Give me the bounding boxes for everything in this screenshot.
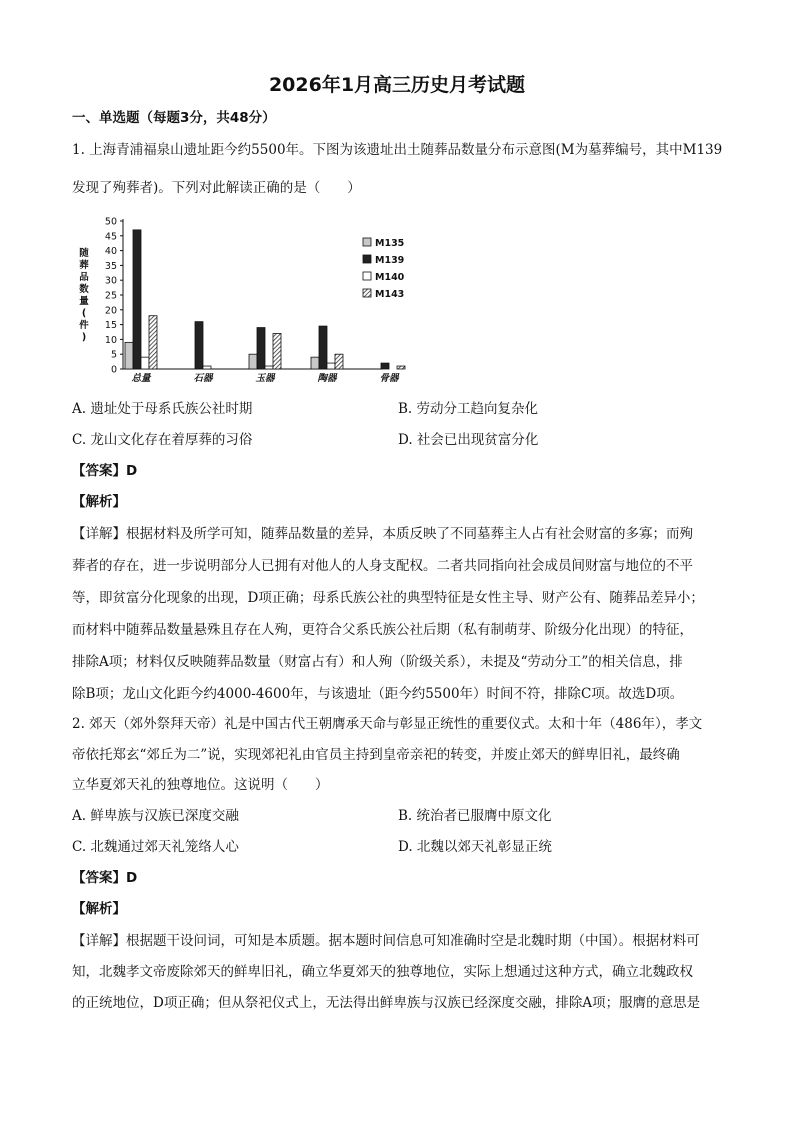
legend-label-m143: M143 (375, 289, 405, 300)
bar-m140-3 (327, 363, 335, 369)
grave-goods-bar-chart (75, 212, 415, 384)
bar-m143-4 (397, 366, 405, 369)
legend (363, 238, 405, 300)
x-category-label: 陶器 (317, 373, 337, 384)
y-tick-label: 50 (104, 216, 117, 228)
q2-detail-line: 知，北魏孝文帝废除郊天的鲜卑旧礼，确立华夏郊天的独尊地位，实际上想通过这种方式，确立北魏政权 (72, 964, 693, 980)
y-axis-label-group (79, 247, 89, 343)
bar-m143-0 (149, 316, 157, 369)
q2-option-c: C. 北魏通过郊天礼笼络人心 (72, 839, 239, 855)
x-category-label: 玉器 (255, 373, 275, 384)
y-tick-label: 25 (104, 290, 117, 302)
q2-option-a: A. 鲜卑族与汉族已深度交融 (72, 808, 239, 824)
legend-label-m140: M140 (375, 272, 405, 283)
q1-option-b: B. 劳动分工趋向复杂化 (398, 401, 539, 417)
q1-option-d: D. 社会已出现贫富分化 (398, 432, 539, 448)
q1-detail-line: 而材料中随葬品数量悬殊且存在人殉，更符合父系氏族公社后期（私有制萌芽、阶级分化出现）的特征， (72, 622, 693, 638)
q2-stem-line: 2. 郊天（郊外祭拜天帝）礼是中国古代王朝膺承天命与彰显正统性的重要仪式。太和十年（486年），孝文 (72, 716, 703, 732)
q1-stem-line2: 发现了殉葬者)。下列对此解读正确的是（ ） (72, 180, 361, 196)
q2-stem-line: 立华夏郊天礼的独尊地位。这说明（ ） (72, 777, 329, 793)
legend-label-m139: M139 (375, 255, 405, 266)
legend-swatch-m143 (363, 289, 371, 297)
legend-swatch-m139 (363, 255, 371, 263)
bar-m140-2 (265, 366, 273, 369)
bar-m139-0 (133, 230, 141, 369)
page-title: 2026年1月高三历史月考试题 (268, 74, 526, 96)
y-tick-label: 15 (104, 320, 117, 332)
q1-option-a: A. 遗址处于母系氏族公社时期 (72, 401, 253, 417)
y-tick-label: 40 (104, 246, 117, 258)
bar-m139-1 (195, 322, 203, 369)
q1-detail-line: 葬者的存在，进一步说明部分人已拥有对他人的人身支配权。二者共同指向社会成员间财富与地位的不平 (72, 558, 693, 574)
bar-m139-3 (319, 326, 327, 369)
bar-m143-3 (335, 354, 343, 369)
section-heading: 一、单选题（每题3分，共48分） (72, 110, 276, 126)
bar-m139-2 (257, 328, 265, 369)
legend-label-m135: M135 (375, 238, 405, 249)
bar-m135-0 (125, 342, 133, 369)
q2-option-b: B. 统治者已服膺中原文化 (398, 808, 552, 824)
legend-swatch-m135 (363, 238, 371, 246)
q2-answer: 【答案】D (72, 870, 138, 886)
q2-analysis-heading: 【解析】 (72, 901, 126, 917)
bar-m140-1 (203, 366, 211, 369)
bar-m135-2 (249, 354, 257, 369)
y-tick-label: 10 (104, 334, 117, 346)
q2-stem-line: 帝依托郑玄“郊丘为二”说，实现郊祀礼由官员主持到皇帝亲祀的转变，并废止郊天的鲜卑旧礼，最终确 (72, 747, 680, 763)
y-tick-label: 35 (104, 260, 117, 272)
bar-m135-3 (311, 357, 319, 369)
y-tick-label: 45 (104, 231, 117, 243)
axis-group (105, 217, 383, 376)
q2-option-d: D. 北魏以郊天礼彰显正统 (398, 839, 552, 855)
y-tick-label: 20 (104, 305, 117, 317)
q1-detail-line: 等，即贫富分化现象的出现，D项正确；母系氏族公社的典型特征是女性主导、财产公有、随葬品差异小； (72, 590, 704, 606)
y-tick-label: 5 (110, 349, 117, 361)
bar-m140-0 (141, 357, 149, 369)
y-tick-label: 0 (110, 364, 117, 376)
q2-detail-line: 【详解】根据题干设问词，可知是本质题。据本题时间信息可知准确时空是北魏时期（中国）。根据材料可 (72, 933, 700, 949)
q1-detail-line: 排除A项；材料仅反映随葬品数量（财富占有）和人殉（阶级关系），未提及“劳动分工”的相关信息，排 (72, 654, 683, 670)
q1-stem-line1: 1. 上海青浦福泉山遗址距今约5500年。下图为该遗址出土随葬品数量分布示意图(M为墓葬编号，其中M139 (72, 142, 723, 158)
bar-m139-4 (381, 363, 389, 369)
legend-swatch-m140 (363, 272, 371, 280)
q2-detail-line: 的正统地位，D项正确；但从祭祀仪式上，无法得出鲜卑族与汉族已经深度交融，排除A项；服膺的意思是 (72, 995, 701, 1011)
y-axis-label: 随葬品数量(件) (79, 248, 89, 343)
q1-option-c: C. 龙山文化存在着厚葬的习俗 (72, 432, 253, 448)
x-category-label: 总量 (131, 373, 151, 384)
y-tick-label: 30 (104, 275, 117, 287)
q1-analysis-heading: 【解析】 (72, 494, 126, 510)
bars-group (125, 230, 405, 369)
q1-detail-line: 【详解】根据材料及所学可知，随葬品数量的差异，本质反映了不同墓葬主人占有社会财富的多寡；而殉 (72, 526, 693, 542)
x-category-label: 石器 (193, 373, 213, 384)
x-category-label: 骨器 (379, 373, 399, 384)
bar-m143-2 (273, 333, 281, 369)
q1-answer: 【答案】D (72, 463, 138, 479)
x-labels-group (131, 372, 400, 384)
q1-detail-line: 除B项；龙山文化距今约4000-4600年，与该遗址（距今约5500年）时间不符，排除C项。故选D项。 (72, 686, 684, 702)
